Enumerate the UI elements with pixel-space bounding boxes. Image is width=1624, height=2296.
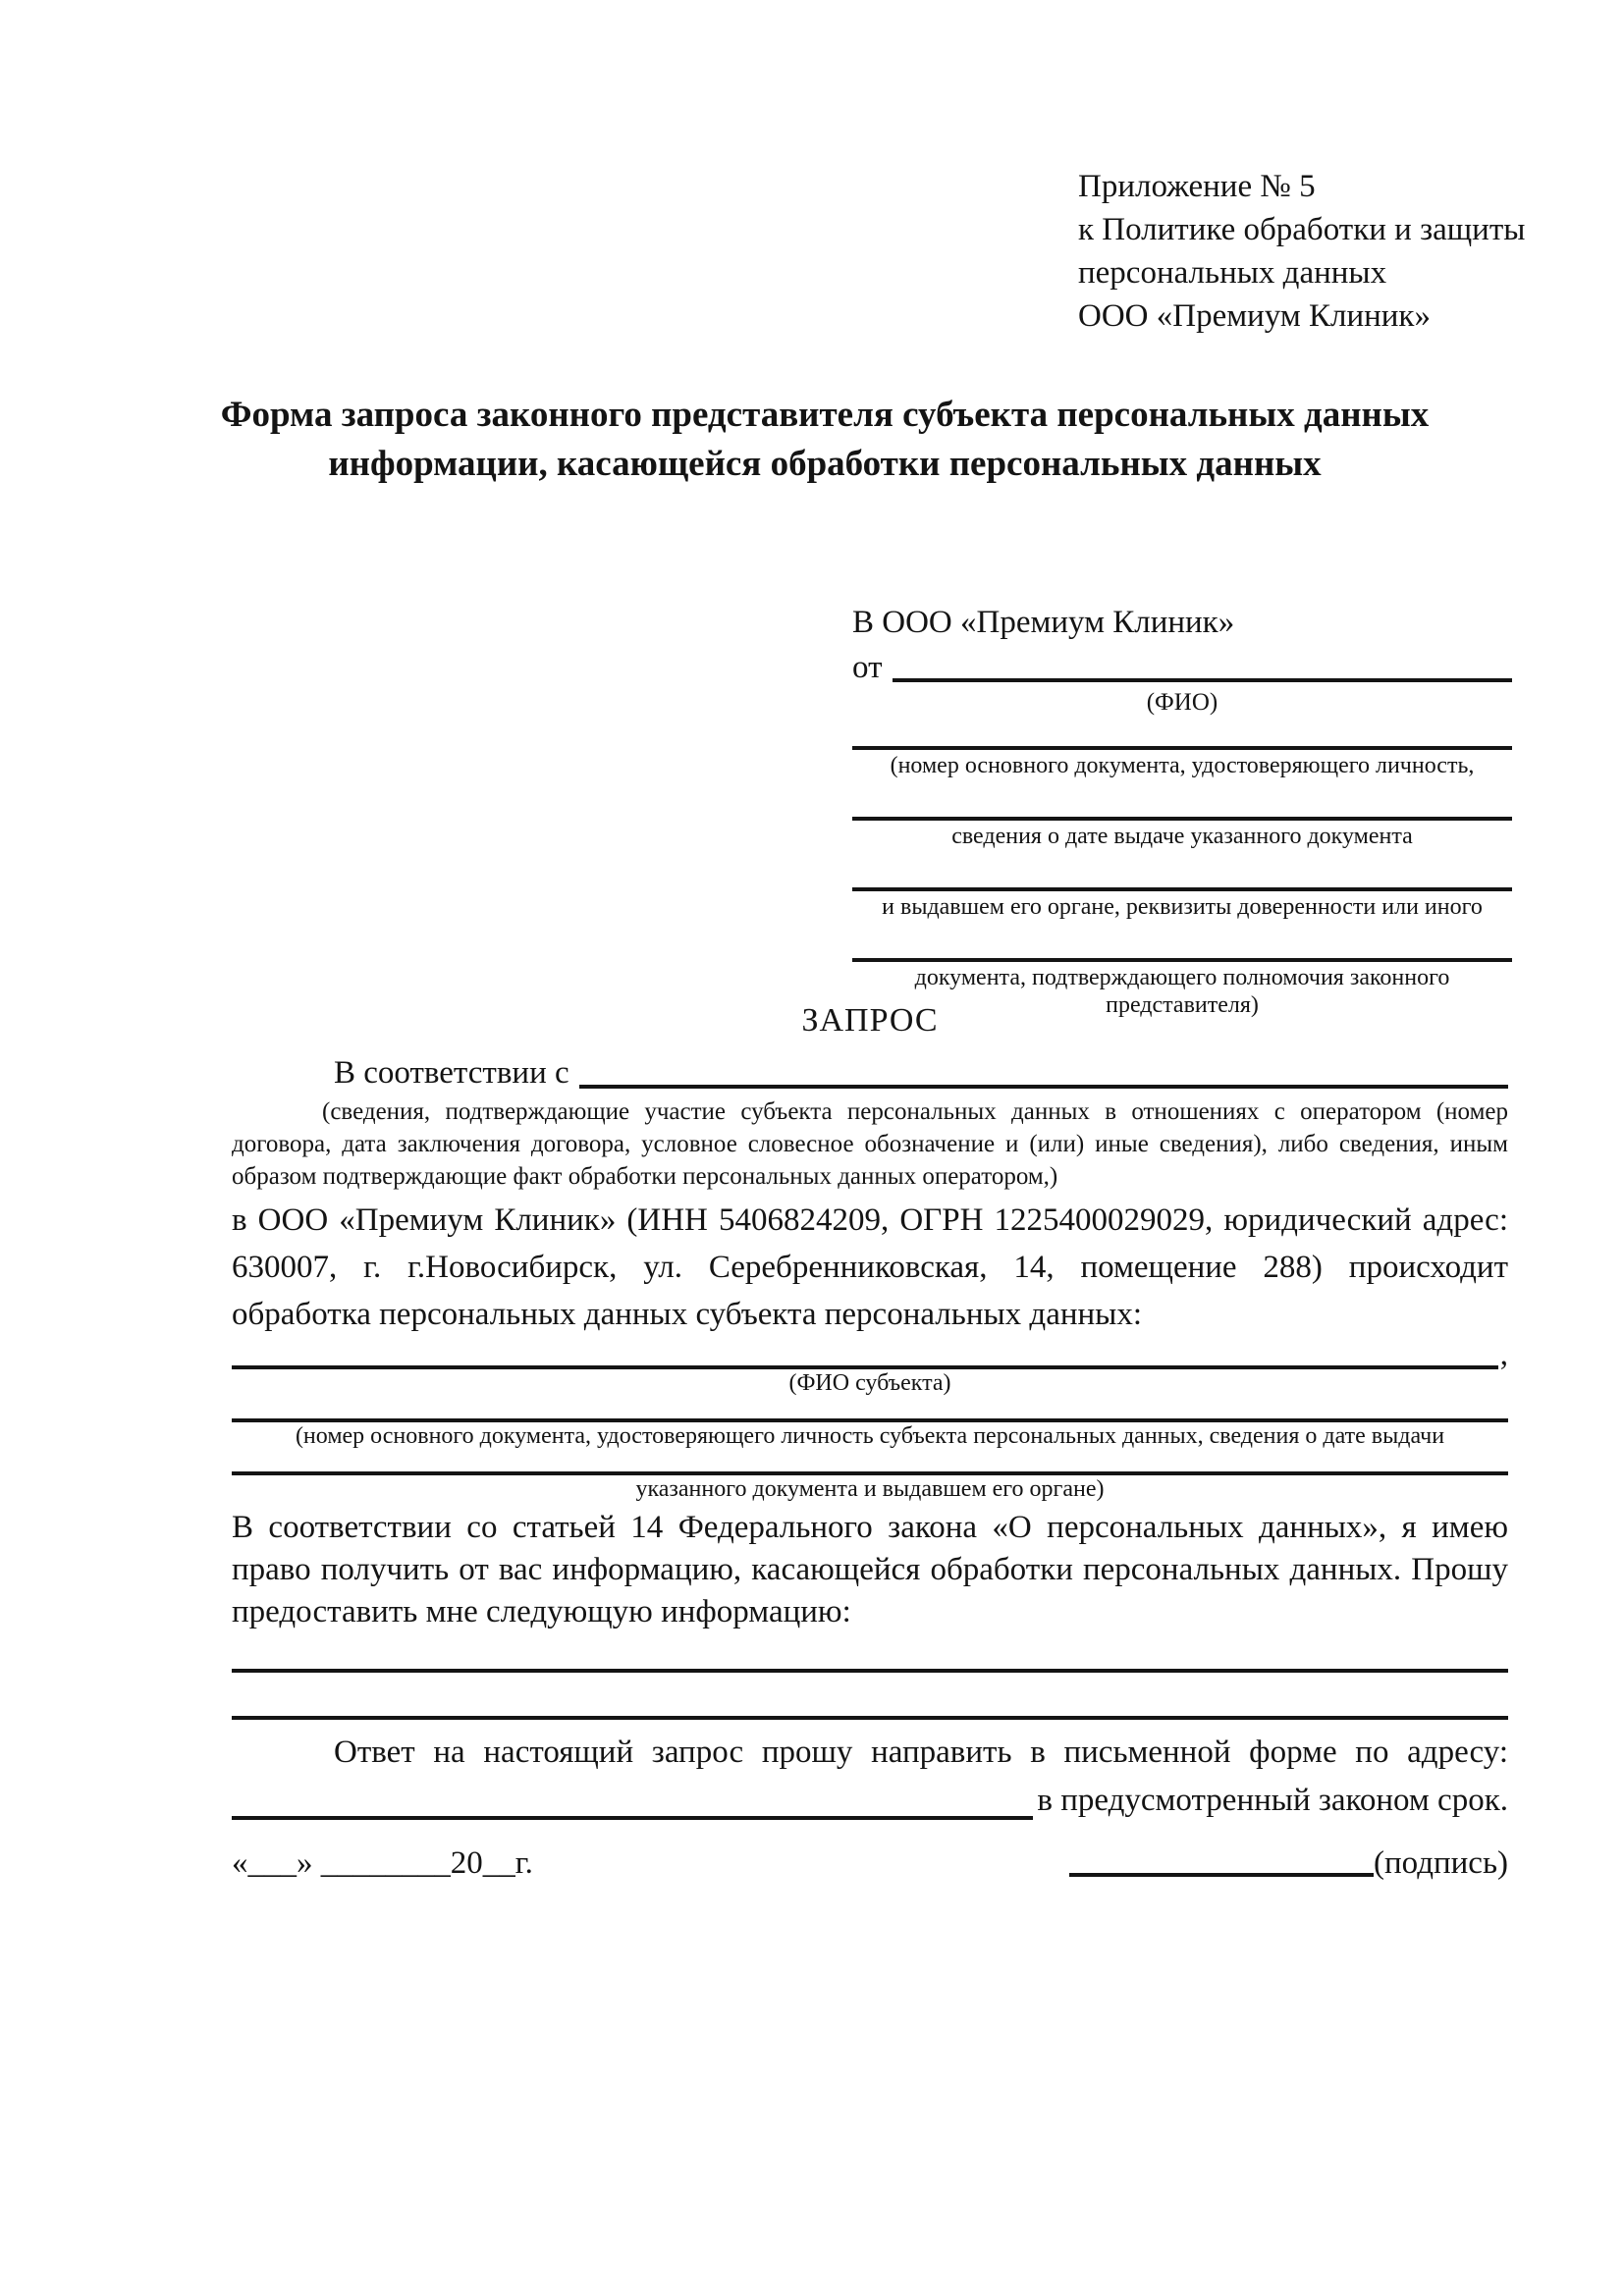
appendix-block [1078,165,1525,338]
subject-doc-blank-line [232,1397,1508,1422]
info-blank-line-1 [232,1633,1508,1673]
reply-address-row [232,1775,1508,1822]
date-signature-row [232,1843,1508,1883]
field-caption: и выдавшем его органе, реквизиты доверенности или иного [882,894,1483,920]
reply-paragraph: Ответ на настоящий запрос прошу направить в письменной форме по адресу: [334,1735,1508,1770]
subject-doc-caption: (номер основного документа, удостоверяющего личность субъекта персональных данных, сведения о дате выдачи [295,1423,1445,1449]
signature-caption: (подпись) [1374,1845,1508,1881]
signature-area [1069,1843,1508,1883]
appendix-line: ООО «Премиум Клиник» [1078,298,1431,334]
appendix-line: персональных данных [1078,255,1387,291]
doc-date-blank-line [852,817,1512,821]
subject-doc-caption-2: указанного документа и выдавшем его органе) [635,1476,1105,1502]
appendix-line: Приложение № 5 [1078,169,1316,204]
law-paragraph: В соответствии со статьей 14 Федерального закона «О персональных данных», я имею право получить от вас информацию, касающейся обработки персональных данных. Прошу предоставить мне следующую информацию: [232,1510,1508,1629]
addressee-block [852,601,1512,1019]
subject-fio-row [232,1337,1508,1372]
subject-doc-blank-line-2 [232,1450,1508,1475]
from-blank-line [893,678,1513,682]
page-title [157,391,1492,489]
accordance-caption: (сведения, подтверждающие участие субъекта персональных данных в отношениях с оператором (номер договора, дата заключения договора, условное словесное обозначение и (или) иные сведения), либо сведения, иным образом подтверждающие факт обработки персональных данных оператором,) [232,1098,1508,1190]
date-blank: «___» ________20__г. [232,1845,533,1881]
appendix-line: к Политике обработки и защиты [1078,212,1526,247]
subject-fio-caption: (ФИО субъекта) [788,1370,951,1396]
page-title-line2: информации, касающейся обработки персональных данных [328,444,1322,484]
request-heading: ЗАПРОС [801,1002,939,1039]
accordance-blank-line [579,1085,1508,1089]
addressee-from-row [852,644,1512,687]
doc-authority-blank-line [852,958,1512,962]
doc-issuer-blank-line [852,887,1512,891]
operator-paragraph: в ООО «Премиум Клиник» (ИНН 5406824209, ОГРН 1225400029029, юридический адрес: 630007, г. г.Новосибирск, ул. Серебренниковская, 14, помещение 288) происходит обработка персональных данных субъекта персональных данных: [232,1202,1508,1332]
page-title-line1: Форма запроса законного представителя субъекта персональных данных [220,395,1430,435]
reply-tail: в предусмотренный законом срок. [1037,1783,1508,1818]
reply-address-blank-line [232,1816,1033,1820]
accordance-lead: В соответствии с [334,1055,569,1091]
info-blank-line-2 [232,1673,1508,1720]
signature-blank-line [1069,1873,1374,1877]
from-label: от [852,650,883,685]
field-caption: документа, подтверждающего полномочия законного представителя) [914,965,1450,1018]
field-caption: (номер основного документа, удостоверяющего личность, [890,753,1475,778]
trailing-comma: , [1499,1337,1508,1372]
request-body [232,1001,1508,1822]
addressee-to: В ООО «Премиум Клиник» [852,605,1235,640]
doc-number-blank-line [852,746,1512,750]
accordance-row [232,1048,1508,1094]
fio-caption: (ФИО) [1146,689,1218,716]
field-caption: сведения о дате выдаче указанного документа [951,824,1413,849]
